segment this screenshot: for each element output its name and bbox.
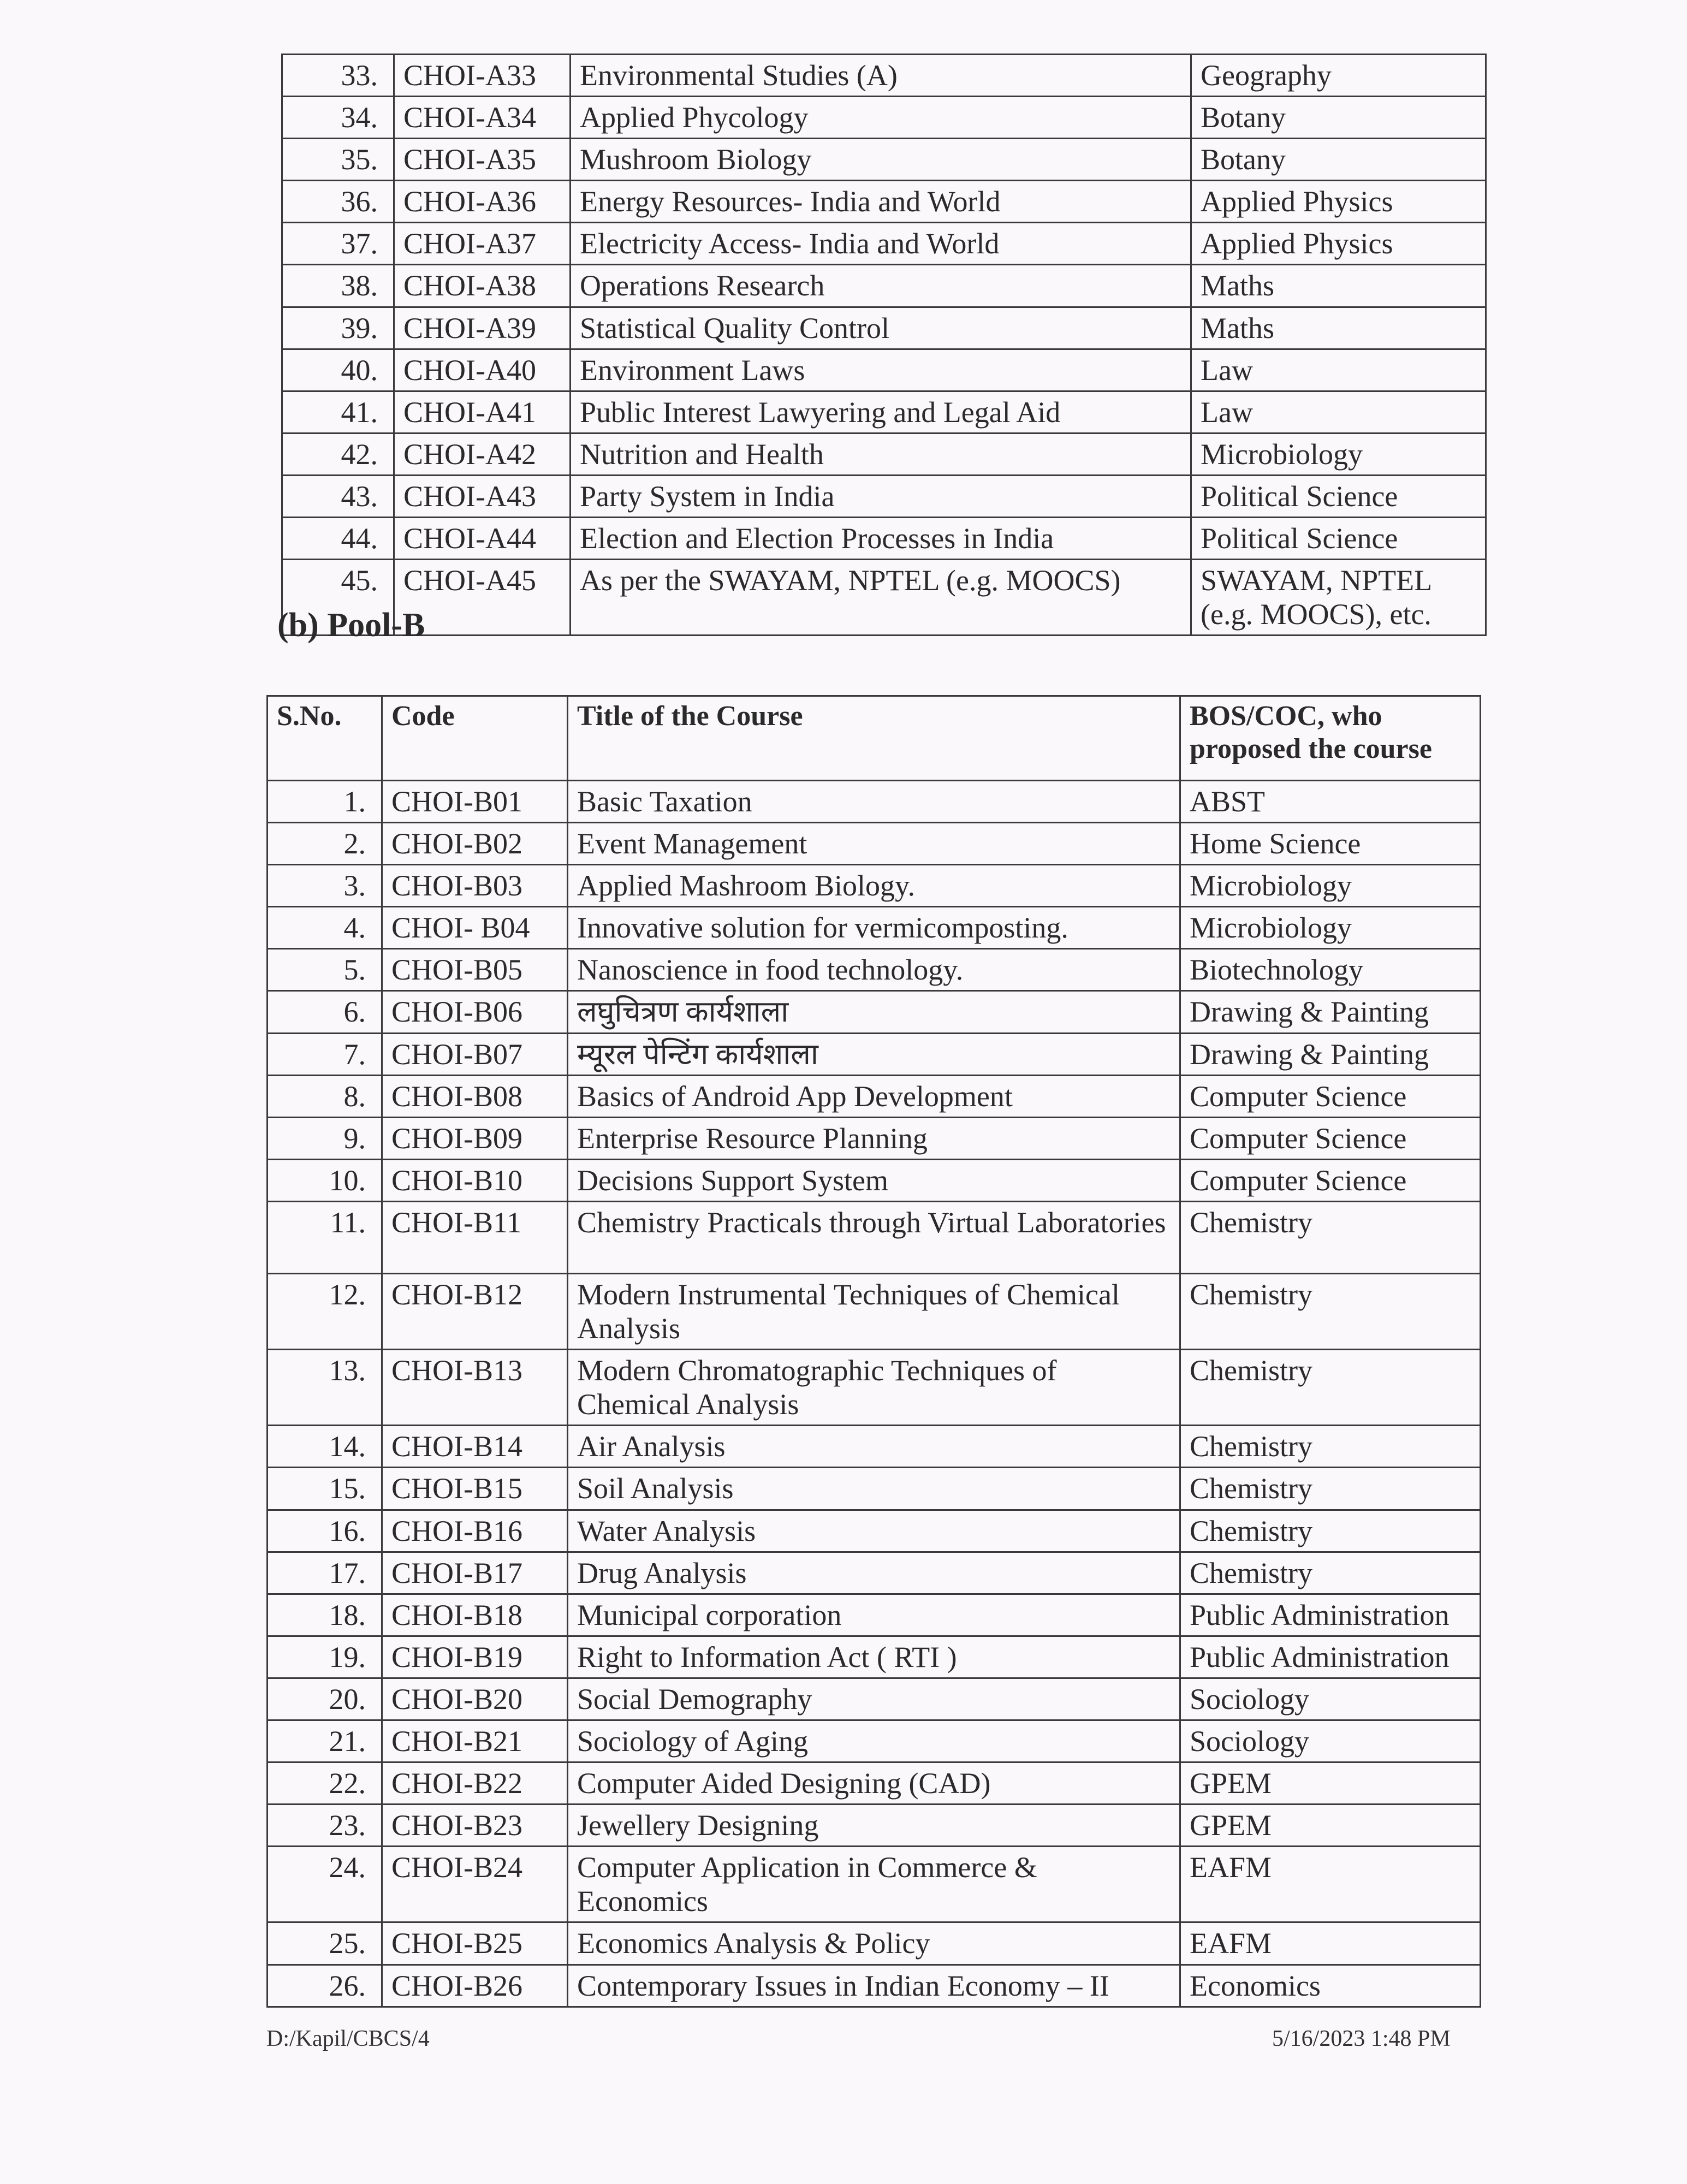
code-cell: CHOI-B16: [382, 1510, 568, 1552]
bos-cell: Chemistry: [1180, 1552, 1481, 1594]
table-row: [268, 991, 1481, 1033]
sno-cell: 6.: [268, 991, 382, 1033]
title-cell: Applied Mashroom Biology.: [568, 865, 1180, 907]
bos-cell: Chemistry: [1180, 1510, 1481, 1552]
footer-timestamp: 5/16/2023 1:48 PM: [1272, 2026, 1451, 2051]
table-row: [282, 181, 1486, 223]
table-row: [268, 1426, 1481, 1468]
table-row: [268, 1805, 1481, 1847]
table-row: [268, 1922, 1481, 1965]
sno-cell: 38.: [282, 265, 394, 307]
sno-cell: 37.: [282, 223, 394, 265]
title-cell: Computer Application in Commerce & Economics: [568, 1847, 1180, 1922]
bos-cell: Maths: [1191, 265, 1486, 307]
sno-cell: 11.: [268, 1201, 382, 1273]
code-cell: CHOI-B19: [382, 1636, 568, 1678]
table-row: [268, 1075, 1481, 1117]
bos-cell: Microbiology: [1191, 433, 1486, 475]
sno-cell: 18.: [268, 1594, 382, 1636]
title-cell: Computer Aided Designing (CAD): [568, 1762, 1180, 1805]
code-cell: CHOI-B07: [382, 1033, 568, 1075]
bos-cell: Chemistry: [1180, 1273, 1481, 1349]
bos-cell: GPEM: [1180, 1762, 1481, 1805]
table-row: [268, 1594, 1481, 1636]
title-cell: Environment Laws: [571, 349, 1191, 391]
code-cell: CHOI-B09: [382, 1117, 568, 1159]
code-cell: CHOI-A43: [394, 475, 571, 517]
code-cell: CHOI- B04: [382, 907, 568, 949]
code-cell: CHOI-A39: [394, 307, 571, 349]
code-cell: CHOI-B22: [382, 1762, 568, 1805]
code-cell: CHOI-B10: [382, 1159, 568, 1201]
bos-cell: Public Administration: [1180, 1594, 1481, 1636]
code-cell: CHOI-A45: [394, 560, 571, 636]
code-cell: CHOI-A41: [394, 391, 571, 433]
sno-cell: 7.: [268, 1033, 382, 1075]
bos-cell: Microbiology: [1180, 907, 1481, 949]
bos-cell: SWAYAM, NPTEL (e.g. MOOCS), etc.: [1191, 560, 1486, 636]
sno-cell: 44.: [282, 518, 394, 560]
table-row: [282, 475, 1486, 517]
title-header: Title of the Course: [568, 696, 1180, 781]
title-cell: Statistical Quality Control: [571, 307, 1191, 349]
title-cell: Election and Election Processes in India: [571, 518, 1191, 560]
code-cell: CHOI-B23: [382, 1805, 568, 1847]
table-row: [268, 1117, 1481, 1159]
code-cell: CHOI-B02: [382, 823, 568, 865]
code-cell: CHOI-B01: [382, 781, 568, 823]
table-row: [282, 265, 1486, 307]
code-cell: CHOI-B08: [382, 1075, 568, 1117]
pool-b-table: [266, 695, 1481, 2008]
title-cell: As per the SWAYAM, NPTEL (e.g. MOOCS): [571, 560, 1191, 636]
table-row: [282, 433, 1486, 475]
table-row: [268, 1847, 1481, 1922]
sno-cell: 35.: [282, 139, 394, 181]
bos-cell: Chemistry: [1180, 1350, 1481, 1426]
code-cell: CHOI-A40: [394, 349, 571, 391]
pool-a-table: [281, 54, 1487, 636]
code-cell: CHOI-B15: [382, 1468, 568, 1510]
bos-cell: Chemistry: [1180, 1426, 1481, 1468]
code-cell: CHOI-B21: [382, 1720, 568, 1762]
sno-cell: 10.: [268, 1159, 382, 1201]
sno-cell: 26.: [268, 1965, 382, 2007]
table-row: [268, 1965, 1481, 2007]
table-row: [282, 97, 1486, 139]
code-cell: CHOI-B05: [382, 949, 568, 991]
sno-cell: 45.: [282, 560, 394, 636]
title-cell: Nutrition and Health: [571, 433, 1191, 475]
table-row: [268, 1720, 1481, 1762]
title-cell: Modern Instrumental Techniques of Chemical Analysis: [568, 1273, 1180, 1349]
table-row: [282, 560, 1486, 636]
sno-cell: 20.: [268, 1678, 382, 1720]
sno-cell: 23.: [268, 1805, 382, 1847]
sno-header: S.No.: [268, 696, 382, 781]
table-row: [282, 391, 1486, 433]
bos-cell: Public Administration: [1180, 1636, 1481, 1678]
table-row: [268, 1552, 1481, 1594]
code-cell: CHOI-B12: [382, 1273, 568, 1349]
code-header: Code: [382, 696, 568, 781]
bos-cell: Political Science: [1191, 475, 1486, 517]
code-cell: CHOI-A36: [394, 181, 571, 223]
code-cell: CHOI-B13: [382, 1350, 568, 1426]
title-cell: Right to Information Act ( RTI ): [568, 1636, 1180, 1678]
code-cell: CHOI-B11: [382, 1201, 568, 1273]
title-cell: Water Analysis: [568, 1510, 1180, 1552]
title-cell: Mushroom Biology: [571, 139, 1191, 181]
code-cell: CHOI-B03: [382, 865, 568, 907]
table-row: [268, 1678, 1481, 1720]
title-cell: Enterprise Resource Planning: [568, 1117, 1180, 1159]
bos-cell: Law: [1191, 391, 1486, 433]
title-cell: Event Management: [568, 823, 1180, 865]
title-cell: Innovative solution for vermicomposting.: [568, 907, 1180, 949]
bos-cell: Maths: [1191, 307, 1486, 349]
sno-cell: 39.: [282, 307, 394, 349]
bos-cell: Applied Physics: [1191, 223, 1486, 265]
table-row: [268, 1510, 1481, 1552]
sno-cell: 12.: [268, 1273, 382, 1349]
sno-cell: 2.: [268, 823, 382, 865]
code-cell: CHOI-B18: [382, 1594, 568, 1636]
sno-cell: 33.: [282, 55, 394, 97]
table-row: [282, 307, 1486, 349]
table-row: [282, 139, 1486, 181]
bos-header: BOS/COC, who proposed the course: [1180, 696, 1481, 781]
title-cell: Energy Resources- India and World: [571, 181, 1191, 223]
pool-b-heading: (b) Pool-B: [277, 607, 425, 644]
table-row: [268, 949, 1481, 991]
title-cell: Economics Analysis & Policy: [568, 1922, 1180, 1965]
title-cell: Municipal corporation: [568, 1594, 1180, 1636]
title-cell: Environmental Studies (A): [571, 55, 1191, 97]
sno-cell: 21.: [268, 1720, 382, 1762]
title-cell: Modern Chromatographic Techniques of Chemical Analysis: [568, 1350, 1180, 1426]
table-row: [268, 1159, 1481, 1201]
sno-cell: 34.: [282, 97, 394, 139]
title-cell: Social Demography: [568, 1678, 1180, 1720]
bos-cell: Computer Science: [1180, 1159, 1481, 1201]
bos-cell: Microbiology: [1180, 865, 1481, 907]
title-cell: Chemistry Practicals through Virtual Laboratories: [568, 1201, 1180, 1273]
code-cell: CHOI-A33: [394, 55, 571, 97]
code-cell: CHOI-B25: [382, 1922, 568, 1965]
table-row: [282, 518, 1486, 560]
title-cell: Public Interest Lawyering and Legal Aid: [571, 391, 1191, 433]
sno-cell: 13.: [268, 1350, 382, 1426]
table-row: [268, 865, 1481, 907]
code-cell: CHOI-B26: [382, 1965, 568, 2007]
table-row: [268, 1273, 1481, 1349]
table-row: [282, 349, 1486, 391]
table-row: [268, 907, 1481, 949]
bos-cell: Chemistry: [1180, 1468, 1481, 1510]
table-row: [268, 1636, 1481, 1678]
title-cell: Soil Analysis: [568, 1468, 1180, 1510]
title-cell: Nanoscience in food technology.: [568, 949, 1180, 991]
bos-cell: Botany: [1191, 139, 1486, 181]
table-row: [268, 1201, 1481, 1273]
code-cell: CHOI-B24: [382, 1847, 568, 1922]
title-cell: Drug Analysis: [568, 1552, 1180, 1594]
title-cell: Sociology of Aging: [568, 1720, 1180, 1762]
code-cell: CHOI-A34: [394, 97, 571, 139]
code-cell: CHOI-A44: [394, 518, 571, 560]
sno-cell: 24.: [268, 1847, 382, 1922]
title-cell: लघुचित्रण कार्यशाला: [568, 991, 1180, 1033]
code-cell: CHOI-A37: [394, 223, 571, 265]
sno-cell: 17.: [268, 1552, 382, 1594]
table-row: [268, 823, 1481, 865]
bos-cell: Law: [1191, 349, 1486, 391]
table-row: [268, 1762, 1481, 1805]
sno-cell: 22.: [268, 1762, 382, 1805]
code-cell: CHOI-B06: [382, 991, 568, 1033]
code-cell: CHOI-A35: [394, 139, 571, 181]
code-cell: CHOI-B20: [382, 1678, 568, 1720]
code-cell: CHOI-A42: [394, 433, 571, 475]
bos-cell: Drawing & Painting: [1180, 1033, 1481, 1075]
title-cell: Operations Research: [571, 265, 1191, 307]
bos-cell: Economics: [1180, 1965, 1481, 2007]
bos-cell: GPEM: [1180, 1805, 1481, 1847]
bos-cell: Botany: [1191, 97, 1486, 139]
sno-cell: 8.: [268, 1075, 382, 1117]
bos-cell: Biotechnology: [1180, 949, 1481, 991]
sno-cell: 9.: [268, 1117, 382, 1159]
sno-cell: 3.: [268, 865, 382, 907]
sno-cell: 4.: [268, 907, 382, 949]
sno-cell: 16.: [268, 1510, 382, 1552]
title-cell: म्यूरल पेन्टिंग कार्यशाला: [568, 1033, 1180, 1075]
sno-cell: 42.: [282, 433, 394, 475]
title-cell: Air Analysis: [568, 1426, 1180, 1468]
table-row: [282, 55, 1486, 97]
title-cell: Basic Taxation: [568, 781, 1180, 823]
sno-cell: 15.: [268, 1468, 382, 1510]
sno-cell: 25.: [268, 1922, 382, 1965]
title-cell: Electricity Access- India and World: [571, 223, 1191, 265]
sno-cell: 14.: [268, 1426, 382, 1468]
bos-cell: Sociology: [1180, 1678, 1481, 1720]
title-cell: Decisions Support System: [568, 1159, 1180, 1201]
code-cell: CHOI-A38: [394, 265, 571, 307]
sno-cell: 36.: [282, 181, 394, 223]
sno-cell: 41.: [282, 391, 394, 433]
bos-cell: Geography: [1191, 55, 1486, 97]
bos-cell: ABST: [1180, 781, 1481, 823]
bos-cell: Drawing & Painting: [1180, 991, 1481, 1033]
sno-cell: 43.: [282, 475, 394, 517]
title-cell: Basics of Android App Development: [568, 1075, 1180, 1117]
title-cell: Contemporary Issues in Indian Economy – II: [568, 1965, 1180, 2007]
table-row: [268, 1033, 1481, 1075]
code-cell: CHOI-B14: [382, 1426, 568, 1468]
bos-cell: Political Science: [1191, 518, 1486, 560]
bos-cell: EAFM: [1180, 1847, 1481, 1922]
table-row: [282, 223, 1486, 265]
bos-cell: Chemistry: [1180, 1201, 1481, 1273]
table-header-row: [268, 696, 1481, 781]
sno-cell: 5.: [268, 949, 382, 991]
sno-cell: 19.: [268, 1636, 382, 1678]
bos-cell: Applied Physics: [1191, 181, 1486, 223]
title-cell: Applied Phycology: [571, 97, 1191, 139]
footer-file-path: D:/Kapil/CBCS/4: [266, 2026, 430, 2051]
bos-cell: Computer Science: [1180, 1075, 1481, 1117]
table-row: [268, 1350, 1481, 1426]
bos-cell: Home Science: [1180, 823, 1481, 865]
bos-cell: Computer Science: [1180, 1117, 1481, 1159]
bos-cell: EAFM: [1180, 1922, 1481, 1965]
title-cell: Party System in India: [571, 475, 1191, 517]
title-cell: Jewellery Designing: [568, 1805, 1180, 1847]
sno-cell: 1.: [268, 781, 382, 823]
table-row: [268, 781, 1481, 823]
bos-cell: Sociology: [1180, 1720, 1481, 1762]
table-row: [268, 1468, 1481, 1510]
code-cell: CHOI-B17: [382, 1552, 568, 1594]
sno-cell: 40.: [282, 349, 394, 391]
